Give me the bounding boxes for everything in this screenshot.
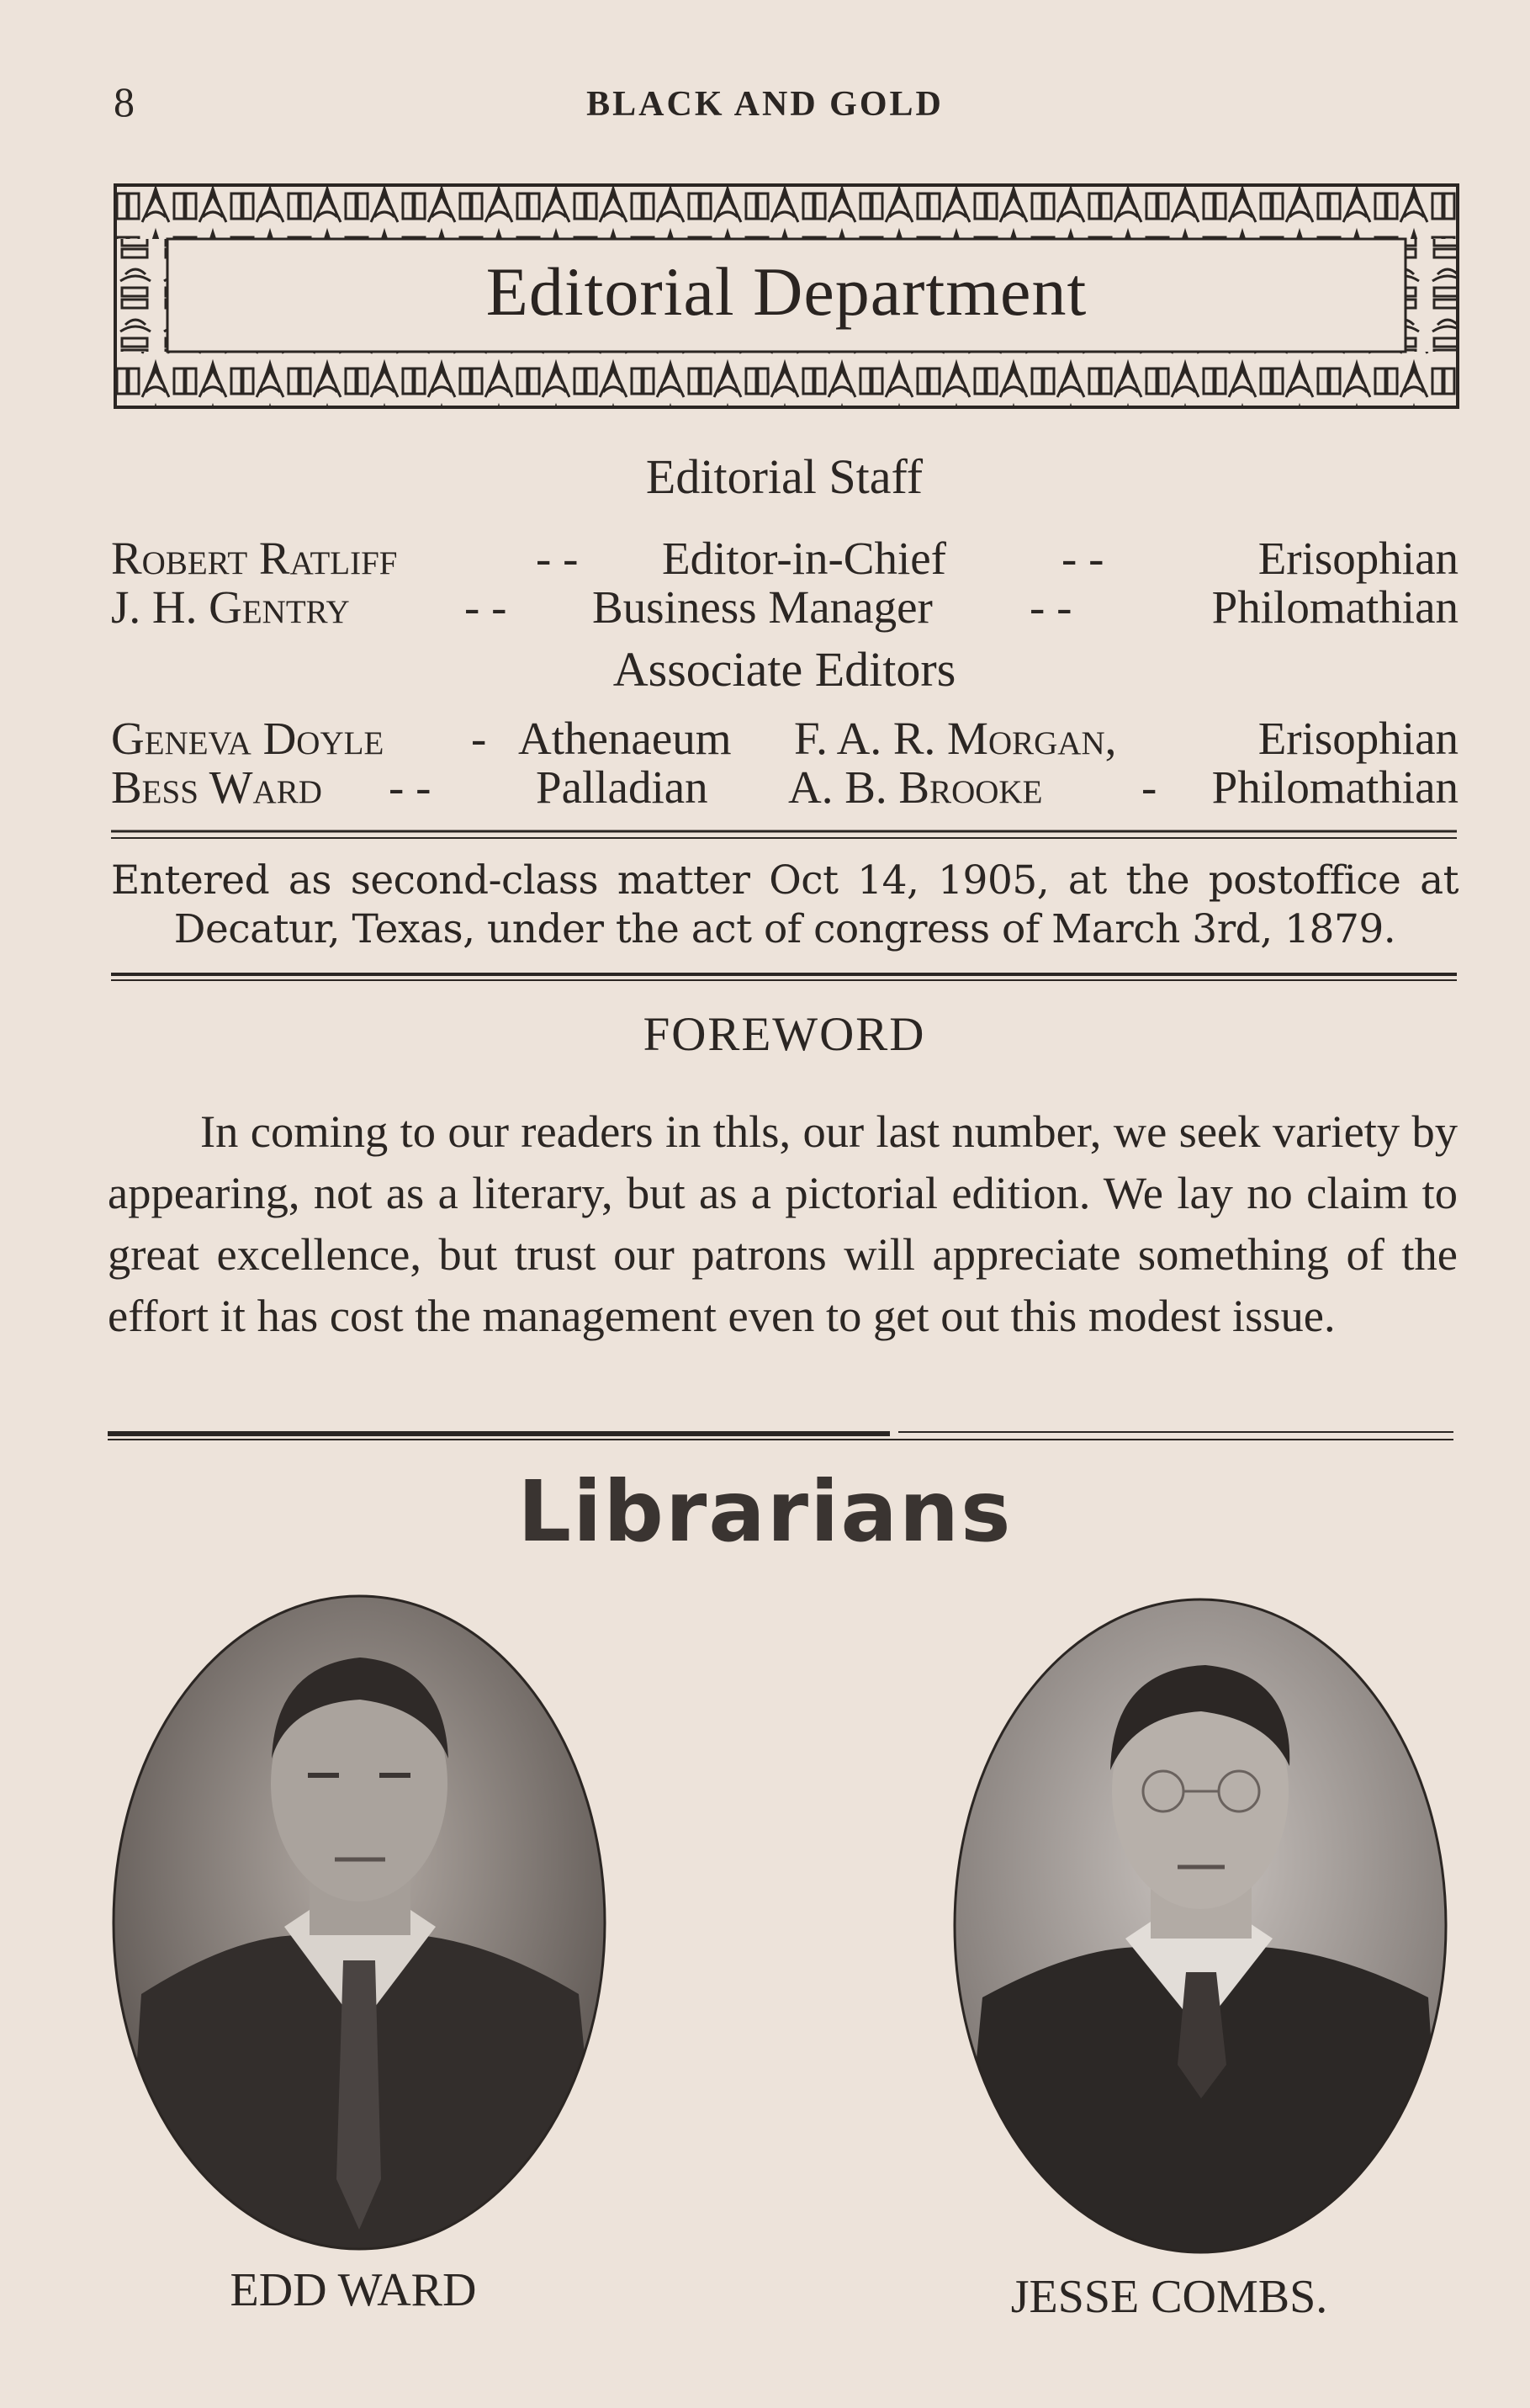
postal-entry-notice: Entered as second-class matter Oct 14, 1905, at the postoffice at Decatur, Texas, under the act of congress of March 3rd, 1879. <box>111 857 1459 952</box>
associate-editors-heading: Associate Editors <box>612 642 956 697</box>
associate-society: Philomathian <box>1211 761 1459 813</box>
associate-name: Geneva Doyle <box>111 713 384 764</box>
running-title: BLACK AND GOLD <box>586 85 944 124</box>
associate-society: Palladian <box>536 761 708 813</box>
divider-rule <box>111 829 1457 841</box>
divider-rule <box>108 1430 1453 1442</box>
separator: - - <box>389 761 431 813</box>
associate-society: Athenaeum <box>518 713 732 764</box>
staff-role: Business Manager <box>592 581 933 633</box>
section-title: Editorial Department <box>485 253 1088 330</box>
librarians-heading: Librarians <box>517 1462 1013 1561</box>
editorial-staff-heading: Editorial Staff <box>645 449 924 504</box>
separator: - <box>471 713 487 764</box>
staff-role: Editor-in-Chief <box>662 533 946 584</box>
separator: - - <box>536 533 579 584</box>
portrait-caption: EDD WARD <box>230 2264 477 2316</box>
foreword-heading: FOREWORD <box>643 1008 926 1061</box>
separator: - <box>1141 761 1157 813</box>
staff-society: Philomathian <box>1211 581 1459 633</box>
portrait-caption: JESSE COMBS. <box>1010 2271 1328 2323</box>
separator: - - <box>464 581 507 633</box>
separator: - - <box>1030 581 1072 633</box>
separator: - - <box>1061 533 1104 584</box>
associate-name: Bess Ward <box>111 761 322 813</box>
staff-society: Erisophian <box>1257 533 1459 584</box>
associate-society: Erisophian <box>1257 713 1459 764</box>
portrait-photo-jesse-combs <box>949 1594 1452 2258</box>
divider-rule <box>111 972 1457 982</box>
foreword-paragraph: In coming to our readers in thls, our last number, we seek variety by appearing, not as a literary, but as a pictorial edition. We lay no claim to great excellence, but trust our patrons will appreciate something of the effort it has cost the management even to get out this modest issue. <box>108 1106 1458 1341</box>
associate-name: F. A. R. Morgan, <box>794 713 1117 764</box>
associate-name: A. B. Brooke <box>788 761 1043 813</box>
staff-name: Robert Ratliff <box>111 533 398 584</box>
staff-name: J. H. Gentry <box>111 581 350 633</box>
portrait-photo-edd-ward <box>108 1590 611 2255</box>
page-number: 8 <box>114 78 135 125</box>
